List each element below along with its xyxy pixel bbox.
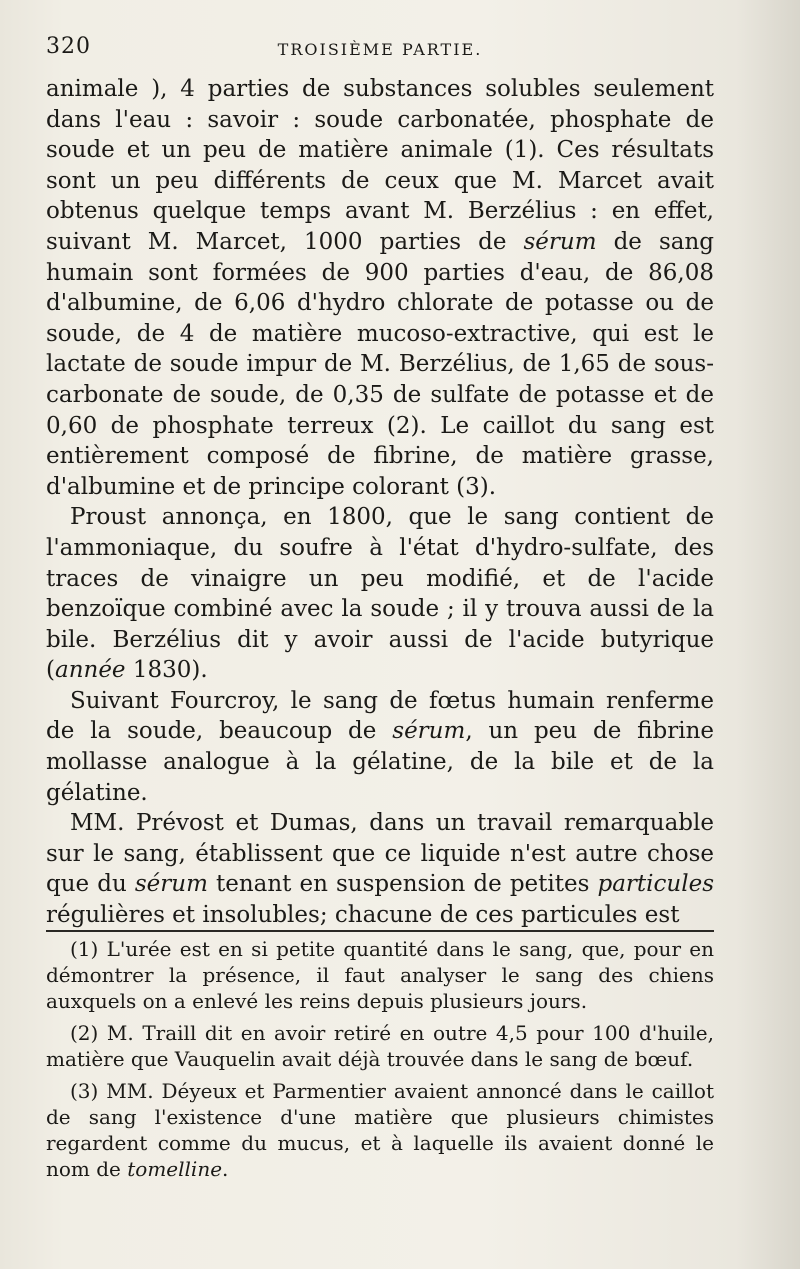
footnote-rule bbox=[46, 930, 714, 932]
text-run: , un peu de fibrine mollasse analogue à la gélatine, de la bile et de la gélatine. bbox=[46, 718, 714, 806]
main-text bbox=[46, 74, 714, 931]
text-run: de sang humain sont formées de 900 parties d'eau, de 86,08 d'albumine, de 6,06 d'hydro chlorate de potasse ou de soude, de 4 de matière mucoso-extractive, qui est le lactate de soude impur de M. Berzélius, de 1,65 de sous-carbonate de soude, de 0,35 de sulfate de potasse et de 0,60 de phosphate terreux (2). Le caillot du sang est entièrement composé de fibrine, de matière grasse, d'albumine et de principe colorant (3). bbox=[46, 228, 715, 500]
italic-text: sérum bbox=[523, 228, 597, 255]
italic-text: année bbox=[54, 657, 126, 684]
footnote bbox=[46, 936, 714, 1014]
page-number: 320 bbox=[46, 34, 91, 59]
footnote bbox=[46, 1078, 714, 1182]
italic-text: sérum bbox=[392, 718, 466, 745]
text-run: MM. Prévost et Dumas, dans un travail remarquable sur le sang, établissent que ce liquide n'est autre chose que du bbox=[46, 810, 714, 898]
text-run: régulières et insolubles; chacune de ces particules est bbox=[46, 902, 680, 929]
italic-text: sérum bbox=[134, 871, 208, 898]
italic-text: particules bbox=[597, 871, 714, 898]
text-run: 1830). bbox=[125, 657, 208, 684]
text-run: (2) M. Traill dit en avoir retiré en outre 4,5 pour 100 d'huile, matière que Vauquelin avait déjà trouvée dans le sang de bœuf. bbox=[46, 1021, 714, 1071]
running-title: TROISIÈME PARTIE. bbox=[277, 40, 483, 59]
text-run: . bbox=[222, 1157, 229, 1181]
footnote bbox=[46, 1020, 714, 1072]
text-run: (3) MM. Déyeux et Parmentier avaient annoncé dans le caillot de sang l'existence d'une matière que plusieurs chimistes regardent comme du mucus, et à laquelle ils avaient donné le nom de bbox=[46, 1079, 714, 1181]
paragraph bbox=[46, 808, 714, 930]
paragraph bbox=[46, 74, 714, 502]
text-run: (1) L'urée est en si petite quantité dans le sang, que, pour en démontrer la présence, il faut analyser le sang des chiens auxquels on a enlevé les reins depuis plusieurs jours. bbox=[46, 937, 714, 1013]
text-run: animale ), 4 parties de substances solubles seulement dans l'eau : savoir : soude carbonatée, phosphate de soude et un peu de matière animale (1). Ces résultats sont un peu différents de ceux que M. Marcet avait obtenus quelque temps avant M. Berzélius : en effet, suivant M. Marcet, 1000 parties de bbox=[46, 76, 714, 255]
paragraph bbox=[46, 686, 714, 808]
italic-text: tomelline bbox=[127, 1157, 223, 1181]
paragraph bbox=[46, 502, 714, 686]
page-header bbox=[46, 34, 714, 66]
footnotes bbox=[46, 936, 714, 1182]
text-run: Suivant Fourcroy, le sang de fœtus humain renferme de la soude, beaucoup de bbox=[46, 687, 714, 745]
text-run: tenant en suspension de petites bbox=[207, 871, 598, 898]
text-run: Proust annonça, en 1800, que le sang contient de l'ammoniaque, du soufre à l'état d'hydro-sulfate, des traces de vinaigre un peu modifié, et de l'acide benzoïque combiné avec la soude ; il y trouva aussi de la bile. Berzélius dit y avoir aussi de l'acide butyrique ( bbox=[46, 504, 714, 684]
